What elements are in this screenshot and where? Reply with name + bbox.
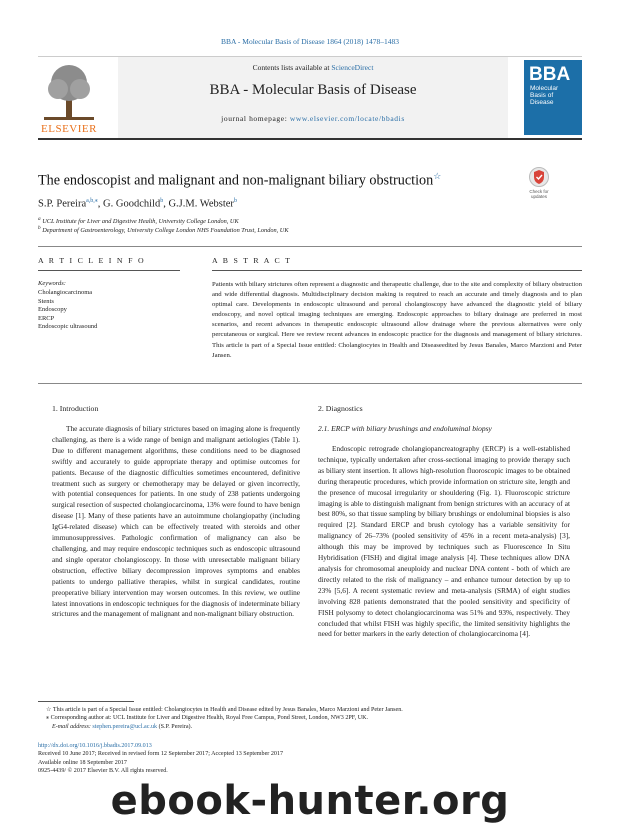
- cover-subtitle: Molecular Basis of Disease: [530, 85, 559, 106]
- homepage-link[interactable]: www.elsevier.com/locate/bbadis: [289, 114, 405, 123]
- footnotes: [38, 706, 582, 731]
- footnote-email: E-mail address: stephen.pereira@ucl.ac.uk (S.P. Pereira).: [52, 723, 193, 730]
- check-for-updates-button[interactable]: Check for updates: [524, 167, 554, 201]
- section-1-body: The accurate diagnosis of biliary strictures based on imaging alone is frequently challenging, as there is a wide range of benign and malignant aetiologies (Table 1). Due to different management algorithms, these conditions need to be diagnosed swiftly and accurately to guide appropriate therapy and optimise outcomes for patients. Because of the diagnostic difficulties sometimes encountered, definitive treatment such as surgery or chemotherapy may be delayed or given incorrectly, with potential consequences for patients. In one study of 238 patients undergoing surgical resection of suspected cholangiocarcinoma, 13% were found to have benign disease [1]. Many of these patients have an autoimmune cholangiopathy (including IgG4-related disease) which can be effectively treated with steroids and other immunosuppressives. Pathologic confirmation of malignancy can also be challenging, and may require endoscopic techniques such as endoscopic ultrasound and single operator cholangioscopy. In those with unresectable malignant biliary obstruction, effective biliary decompression improves symptoms and enables patients to undergo palliative therapies, whilst in surgical candidates, routine preoperative biliary intervention may worsen outcomes. In this review, we outline latest innovations in endoscopic techniques for the diagnosis of indeterminate biliary strictures and the management of malignant and non-malignant biliary obstruction.: [52, 424, 300, 619]
- section-1-heading: 1. Introduction: [52, 404, 99, 413]
- section-2-1-heading: 2.1. ERCP with biliary brushings and endoluminal biopsy: [318, 424, 492, 433]
- journal-cover[interactable]: [524, 60, 582, 135]
- copyright: 0925-4439/ © 2017 Elsevier B.V. All rights reserved.: [38, 768, 168, 775]
- journal-header: [38, 56, 582, 140]
- keyword: ERCP: [38, 314, 55, 322]
- history-received: Received 10 June 2017; Received in revised form 12 September 2017; Accepted 13 September 2017: [38, 751, 284, 758]
- divider: [38, 270, 180, 271]
- running-header[interactable]: BBA - Molecular Basis of Disease 1864 (2018) 1478–1483: [221, 37, 399, 46]
- divider: [38, 246, 582, 247]
- author-3[interactable]: G.J.M. Webster: [168, 198, 234, 210]
- affiliation-b: $^b$ Department of Gastroenterology, University College London NHS Foundation Trust, London, UK: [38, 225, 289, 235]
- section-2-body: Endoscopic retrograde cholangiopancreatography (ERCP) is a well-established technique, typically undertaken after cross-sectional imaging to provide therapy such as biliary stent insertion. It allows high-resolution fluoroscopic images to be obtained during therapeutic procedures, which provide information on stricture site, length and the presence of mucosal irregularity or shouldering (Fig. 1). Fluoroscopic stricture imaging is able to distinguish malignant from benign strictures with an accuracy of at best 80%, so that tissue sampling by biliary brushings or endoluminal biopsies is also required [2]. Standard ERCP and brush cytology has a variable sensitivity for malignancy of 26–73% (pooled sensitivity of 45% in a recent meta-analysis) [3], although this may be improved by techniques such as Fluorescence In Situ Hybridisation (FISH) and digital image analysis [4]. These techniques allow DNA analysis for chromosomal aneuploidy and nuclear DNA content - both of which are directly related to the risk of malignancy – and enhance tumour detection by up to 23% [5,6]. A recent systematic review and meta-analysis (SRMA) of eight studies involving 828 patients demonstrated that the pooled sensitivity and specificity of FISH polysomy to detect cholangiocarcinoma was 51% and 93%, respectively. They concluded that whilst FISH was highly specific, the limited sensitivity highlights the need for better markers in the early detection of cholangiocarcinoma [4].: [318, 444, 570, 639]
- keyword: Endoscopic ultrasound: [38, 323, 98, 331]
- author-list: S.P. Pereira$^{a,b,⁎}$, G. Goodchild$^b$, G.J.M. Webster$^b$: [38, 198, 237, 210]
- journal-banner: [118, 57, 508, 138]
- author-2[interactable]: G. Goodchild: [103, 198, 161, 210]
- footnote-divider: [38, 701, 134, 702]
- email-link[interactable]: stephen.pereira@ucl.ac.uk: [92, 723, 158, 730]
- abstract-heading: A B S T R A C T: [212, 256, 292, 265]
- footnote-special-issue: ☆ This article is part of a Special Issue entitled: Cholangiocytes in Health and Disease edited by Jesus Banales, Marco Marzioni and Peter Jansen.: [46, 707, 403, 713]
- abstract-text: Patients with biliary strictures often represent a diagnostic and therapeutic challenge, due to the site and complexity of biliary obstruction and wide differential diagnosis. Multidisciplinary decision making is required to reach an accurate and timely diagnosis and to plan optimal care. Developments in endoscopic ultrasound and peroral cholangioscopy have advanced the diagnostic yield of biliary endoscopy, and novel optical imaging techniques are emerging. Endoscopic approaches to biliary drainage are preferred in most scenarios, and recent advances in therapeutic endoscopic ultrasound allow drainage where the previous alternatives were only percutaneous or surgical. Here we review recent advances in endoscopic practice for the diagnosis and management of biliary strictures. This article is part of a Special Issue entitled: Cholangiocytes in Health and Diseaseedited by Jesus Banales, Marco Marzioni and Peter Jansen.: [212, 281, 582, 359]
- doi-link[interactable]: http://dx.doi.org/10.1016/j.bbadis.2017.09.013: [38, 743, 152, 749]
- sciencedirect-link[interactable]: ScienceDirect: [331, 63, 374, 72]
- watermark: ebook-hunter.org: [110, 778, 510, 824]
- homepage-line: journal homepage: www.elsevier.com/locate/bbadis: [221, 114, 405, 123]
- author-1[interactable]: S.P. Pereira: [38, 198, 87, 210]
- keyword-list: [38, 289, 97, 332]
- article-history: [38, 742, 582, 776]
- tree-icon: [38, 61, 100, 123]
- article-info-heading: A R T I C L E I N F O: [38, 256, 146, 265]
- footnote-corresponding: ⁎ Corresponding author at: UCL Institute for Liver and Digestive Health, Royal Free Campus, Pond Street, London, NW3 2PF, UK.: [46, 715, 369, 722]
- keyword: Endoscopy: [38, 306, 67, 314]
- divider: [212, 270, 582, 271]
- keyword: Stents: [38, 297, 54, 305]
- cover-title: BBA: [529, 64, 571, 85]
- journal-title: BBA - Molecular Basis of Disease: [209, 82, 417, 98]
- keyword: Cholangiocarcinoma: [38, 289, 93, 296]
- keywords-label: Keywords:: [38, 280, 66, 287]
- publisher-name: ELSEVIER: [41, 123, 97, 135]
- history-online: Available online 18 September 2017: [38, 759, 127, 766]
- article-title: The endoscopist and malignant and non-malignant biliary obstruction☆: [38, 171, 442, 189]
- divider: [38, 383, 582, 384]
- check-updates-icon: [529, 167, 549, 187]
- title-footnote-mark[interactable]: ☆: [433, 171, 442, 181]
- elsevier-logo[interactable]: [38, 61, 100, 133]
- contents-line: Contents lists available at ScienceDirect: [252, 63, 374, 72]
- section-2-heading: 2. Diagnostics: [318, 404, 363, 413]
- affiliation-a: $^a$ UCL Institute for Liver and Digestive Health, University College London, UK: [38, 216, 239, 226]
